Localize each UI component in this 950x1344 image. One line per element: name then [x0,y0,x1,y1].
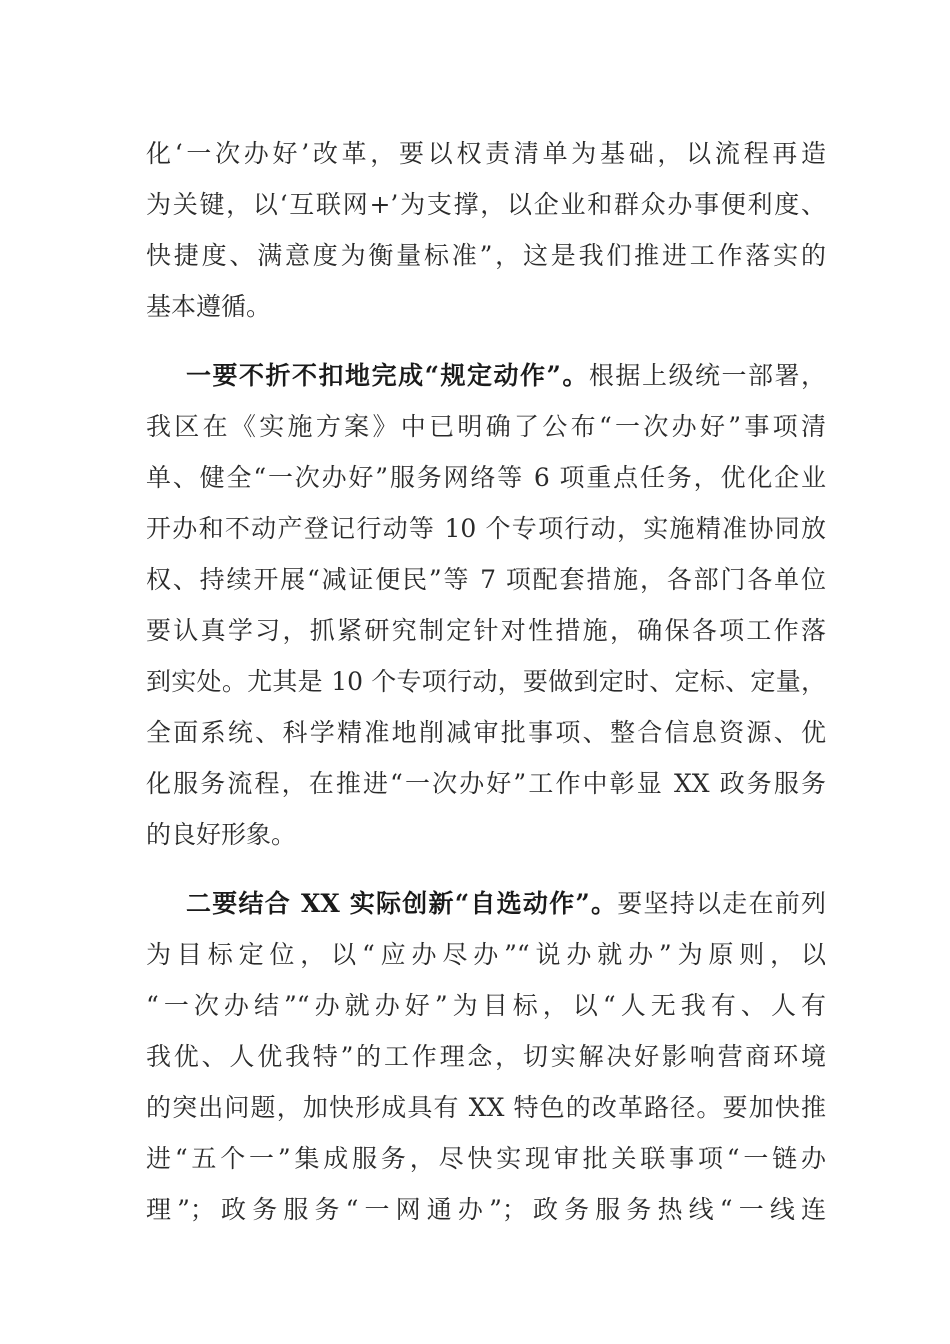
paragraph-line: 全面系统、科学精准地削减审批事项、整合信息资源、优 [146,718,826,747]
paragraph-line-text: 根据上级统一部署， [588,361,826,390]
paragraph-line: 为关键，以‘互联网+’为支撑，以企业和群众办事便利度、 [146,190,826,219]
paragraph-line: 的突出问题，加快形成具有 XX 特色的改革路径。要加快推 [146,1093,826,1122]
document-body [146,128,826,1235]
paragraph-line: 我优、人优我特”的工作理念，切实解决好影响营商环境 [146,1042,826,1071]
paragraph-line: 理”；政务服务“一网通办”；政务服务热线“一线连 [146,1195,826,1224]
paragraph-line: 权、持续开展“减证便民”等 7 项配套措施，各部门各单位 [146,565,826,594]
paragraph-2 [146,350,826,860]
paragraph-line: “一次办结”“办就办好”为目标，以“人无我有、人有 [146,991,826,1020]
paragraph-spacer [146,860,826,878]
paragraph-line: 快捷度、满意度为衡量标准”，这是我们推进工作落实的 [146,241,826,270]
paragraph-line: 我区在《实施方案》中已明确了公布“一次办好”事项清 [146,412,826,441]
paragraph-heading: 二要结合 XX 实际创新“自选动作”。 [186,889,618,918]
paragraph-line: 要认真学习，抓紧研究制定针对性措施，确保各项工作落 [146,616,826,645]
paragraph-line: 单、健全“一次办好”服务网络等 6 项重点任务，优化企业 [146,463,826,492]
paragraph-line: 化‘一次办好’改革，要以权责清单为基础，以流程再造 [146,139,826,168]
paragraph-1 [146,128,826,332]
paragraph-first-line [146,878,826,929]
paragraph-line: 进“五个一”集成服务，尽快实现审批关联事项“一链办 [146,1144,826,1173]
paragraph-heading: 一要不折不扣地完成“规定动作”。 [186,361,589,390]
paragraph-3 [146,878,826,1235]
paragraph-line: 为目标定位，以“应办尽办”“说办就办”为原则，以 [146,940,826,969]
paragraph-first-line [146,350,826,401]
paragraph-line-text: 要坚持以走在前列 [617,889,826,918]
paragraph-line: 到实处。尤其是 10 个专项行动，要做到定时、定标、定量， [146,667,826,696]
paragraph-line: 开办和不动产登记行动等 10 个专项行动，实施精准协同放 [146,514,826,543]
paragraph-line: 化服务流程，在推进“一次办好”工作中彰显 XX 政务服务 [146,769,826,798]
paragraph-line: 的良好形象。 [146,820,297,849]
paragraph-line: 基本遵循。 [146,292,272,321]
paragraph-spacer [146,332,826,350]
